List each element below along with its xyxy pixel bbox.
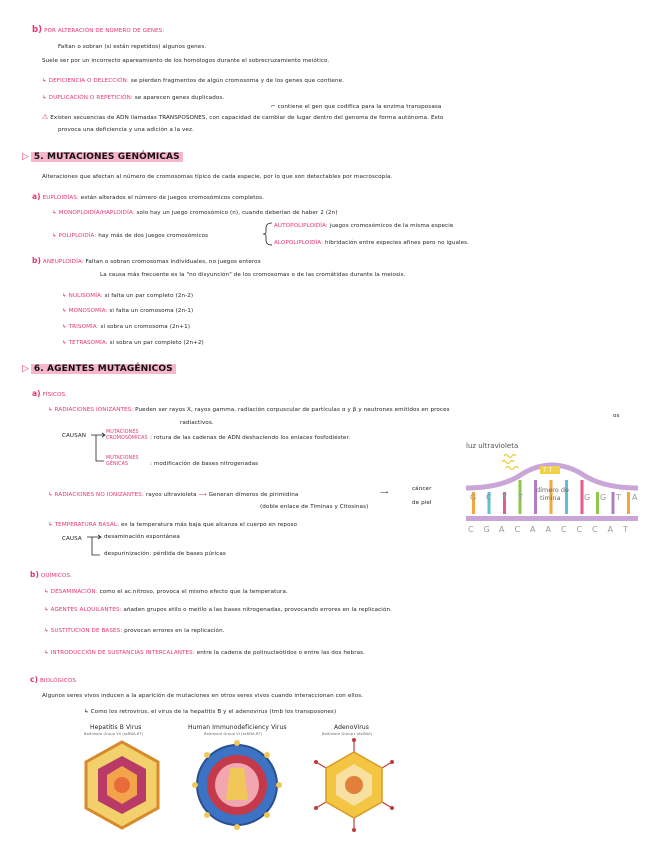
term-mutaciones-cromosomicas: MUTACIONES CROMOSÓMICAS xyxy=(106,430,148,441)
text-line: ↳ Como los retrovirus, el virus de la hepatitis B y el adenovirus (tmb los transposones) xyxy=(84,709,337,715)
virus-name: Human Immunodeficiency Virus xyxy=(188,724,287,731)
bottom-base-letter: A xyxy=(607,525,613,534)
virus-name: AdenoVirus xyxy=(334,724,370,731)
warning-icon: ⚠ xyxy=(42,113,49,121)
label-causa: CAUSA xyxy=(62,536,82,542)
bottom-base-letter: C xyxy=(561,525,567,534)
definition-temperatura: ↳ TEMPERATURA BASAL: es la temperatura más baja que alcanza el cuerpo en reposo xyxy=(48,522,298,528)
text-desaminacion: desaminación espontánea xyxy=(104,534,180,540)
uv-label: luz ultravioleta xyxy=(466,442,519,450)
virus-group: Baltimore Group VII (ssRNA-RT) xyxy=(84,732,144,736)
text-line: Alteraciones que afectan al número de cromosomas típico de cada especie, por lo que son detectables por macroscopía. xyxy=(42,174,393,180)
definition-tetrasomia: ↳ TETRASOMÍA: si sobra un par completo (2n+2) xyxy=(62,340,204,346)
section-b-heading xyxy=(32,27,164,35)
base-pair-bar xyxy=(612,492,615,514)
definition: : modificación de bases nitrogenadas xyxy=(150,461,259,467)
section-title: 6. AGENTES MUTAGÉNICOS xyxy=(31,364,176,374)
definition-nulisomia: ↳ NULISOMÍA: si falta un par completo (2n-2) xyxy=(62,293,194,299)
subsection-biologicos: c) BIOLÓGICOS xyxy=(30,675,77,684)
definition-trisomia: ↳ TRISOMÍA: si sobra un cromosoma (2n+1) xyxy=(62,324,191,330)
definition-poliploidia: ↳ POLIPLOIDÍA: hay más de dos juegos cromosómicos xyxy=(52,233,209,239)
text-despurinizacion: despurinización: pérdida de bases púricas xyxy=(104,551,226,557)
uv-rays-icon xyxy=(502,455,518,470)
dimer-label: dímero de xyxy=(536,486,569,494)
section-title: 5. MUTACIONES GENÓMICAS xyxy=(31,152,183,162)
text-line: La causa más frecuente es la "no disyunción" de los cromosomas o de las cromátidas durante la meiosis. xyxy=(100,272,406,278)
triangle-bullet-icon: ▷ xyxy=(22,152,30,162)
transposones-line: ⚠ Existen secuencias de ADN llamadas TRANSPOSONES, con capacidad de cambiar de lugar dentro del genoma de forma autónoma. Esto xyxy=(42,113,444,121)
section-5-heading xyxy=(22,154,183,162)
label-piel: de piel xyxy=(412,500,432,506)
arrow-icon: ⟶ xyxy=(380,490,389,496)
term: ↳ DUPLICACIÓN O REPETICIÓN: xyxy=(42,95,133,101)
text-line: provoca una deficiencia y una adición a la vez. xyxy=(58,127,194,133)
subsection-aneuploidia: b) ANEUPLOIDÍA: Faltan o sobran cromosomas individuales, no juegos enteros xyxy=(32,256,261,265)
top-base-letter: C xyxy=(486,493,492,502)
bottom-base-letter: A xyxy=(530,525,536,534)
text-line: Algunos seres vivos inducen a la aparición de mutaciones en otros seres vivos cuando interaccionan con ellos. xyxy=(42,693,364,699)
definition-monoploidia: ↳ MONOPLOIDÍA/HAPLOIDÍA: solo hay un juego cromosómico (n), cuando deberían de haber 2 (2n) xyxy=(52,210,338,216)
bottom-base-letter: C xyxy=(592,525,598,534)
adenovirus-icon xyxy=(308,738,400,832)
base-pair-bar xyxy=(627,492,630,514)
annotation-contiene: ⌐ contiene el gen que codifica para la enzima transposasa xyxy=(271,104,442,110)
virus-group: Baltimore Group I (dsDNA) xyxy=(322,732,373,736)
term: ↳ DEFICIENCIA O DELECCIÓN: xyxy=(42,78,129,84)
top-base-letter: T xyxy=(616,493,621,502)
bottom-base-letter: A xyxy=(545,525,551,534)
top-base-letter: T xyxy=(502,493,507,502)
definition-no-ionizantes: ↳ RADIACIONES NO IONIZANTES: rayos ultravioleta ⟶ Generan dímeros de pirimidina xyxy=(48,492,299,498)
definition-deficiencia xyxy=(42,78,344,85)
definition-alopoliploidia: ALOPOLIPLOIDÍA: hibridación entre especies afines pero no iguales. xyxy=(274,240,470,246)
dna-bottom-strand xyxy=(466,516,638,521)
virus-name: Hepatitis B Virus xyxy=(90,724,142,731)
label-cancer: cáncer xyxy=(412,486,432,492)
bottom-base-letter: C xyxy=(576,525,583,534)
definition: : rotura de las cadenas de ADN deshaciendo los enlaces fosfodiéster. xyxy=(150,435,351,441)
definition-monosomia: ↳ MONOSOMÍA: si falta un cromosoma (2n-1) xyxy=(62,308,194,314)
top-base-letter: T xyxy=(518,493,523,502)
subsection-fisicos: a) FÍSICOS. xyxy=(32,389,68,398)
hepatitis-b-icon xyxy=(76,738,168,832)
hiv-icon xyxy=(190,738,284,832)
definition-intercalantes: ↳ INTRODUCCIÓN DE SUSTANCIAS INTERCALANTES: entre la cadena de polinucleótidos o entre las dos hebras. xyxy=(44,650,366,656)
definition-desaminacion: ↳ DESAMINACIÓN: como el ac.nitroso, provoca el mismo efecto que la temperatura. xyxy=(44,589,288,595)
virus-adenovirus xyxy=(300,724,406,836)
base-pair-bar xyxy=(596,492,599,514)
definition-ionizantes: ↳ RADIACIONES IONIZANTES: Pueden ser rayos X, rayos gamma, radiación corpuscular de partículas α y β y neutrones emitidos en proces xyxy=(48,407,450,413)
virus-hiv xyxy=(178,724,296,836)
bottom-strand-letters xyxy=(468,525,628,534)
bottom-base-letter: C xyxy=(514,525,521,534)
definition: se aparecen genes duplicados. xyxy=(134,95,225,101)
top-base-letter: G xyxy=(470,493,477,502)
bottom-base-letter: T xyxy=(623,525,628,534)
bottom-base-letter: G xyxy=(483,525,490,534)
subsection-quimicos: b) QUÍMICOS. xyxy=(30,570,73,579)
section-title: POR ALTERACIÓN DE NÚMERO DE GENES: xyxy=(44,28,165,34)
text-line: Faltan o sobran (si están repetidos) algunos genes. xyxy=(58,44,207,50)
bottom-base-letter: C xyxy=(468,525,474,534)
definition-autopoliploidia: AUTOPOLIPLOIDÍA: juegos cromosómicos de la misma especie xyxy=(274,223,454,229)
definition-alquilantes: ↳ AGENTES ALQUILANTES: añaden grupos etilo o metilo a las bases nitrogenadas, provocando errores en la replicación. xyxy=(44,607,393,613)
dna-uv-diagram xyxy=(462,436,642,536)
term-mutaciones-genicas: MUTACIONES GÉNICAS xyxy=(106,456,139,467)
dimer-bases: T T xyxy=(543,467,553,474)
definition-sustitucion: ↳ SUSTITUCIÓN DE BASES: provocan errores en la replicación. xyxy=(44,628,225,634)
top-base-letter: G xyxy=(600,493,607,502)
label-causan: CAUSAN xyxy=(62,433,87,439)
branch-arrow-icon xyxy=(90,431,106,465)
text-continuation: radiactivos. xyxy=(180,420,214,426)
top-base-letter: A xyxy=(632,493,638,502)
text-continuation: os xyxy=(613,413,620,419)
dimer-label-timina: timina xyxy=(540,494,561,502)
brace-icon xyxy=(263,222,273,246)
section-6-heading xyxy=(22,366,176,374)
parenthetical: (doble enlace de Timinas y Citosinas) xyxy=(260,504,369,510)
bottom-base-letter: A xyxy=(499,525,505,534)
virus-group: Baltimore Group VI (ssRNA-RT) xyxy=(204,732,263,736)
section-letter: b) xyxy=(32,25,43,35)
arrow-icon: ⟶ xyxy=(198,492,207,498)
text-line: Suele ser por un incorrecto apareamiento de los homólogos durante el sobrecruzamiento meiótico. xyxy=(42,58,330,64)
subsection-euploidias: a) EUPLOIDÍAS: están alterados el número de juegos cromosómicos completos. xyxy=(32,192,264,201)
triangle-bullet-icon: ▷ xyxy=(22,364,30,374)
top-base-letter: G xyxy=(584,493,591,502)
definition: se pierden fragmentos de algún cromosoma y de los genes que contiene. xyxy=(130,78,345,84)
definition-duplicacion xyxy=(42,95,224,102)
virus-hepatitis-b xyxy=(68,724,176,836)
branch-arrow-icon xyxy=(86,533,102,559)
